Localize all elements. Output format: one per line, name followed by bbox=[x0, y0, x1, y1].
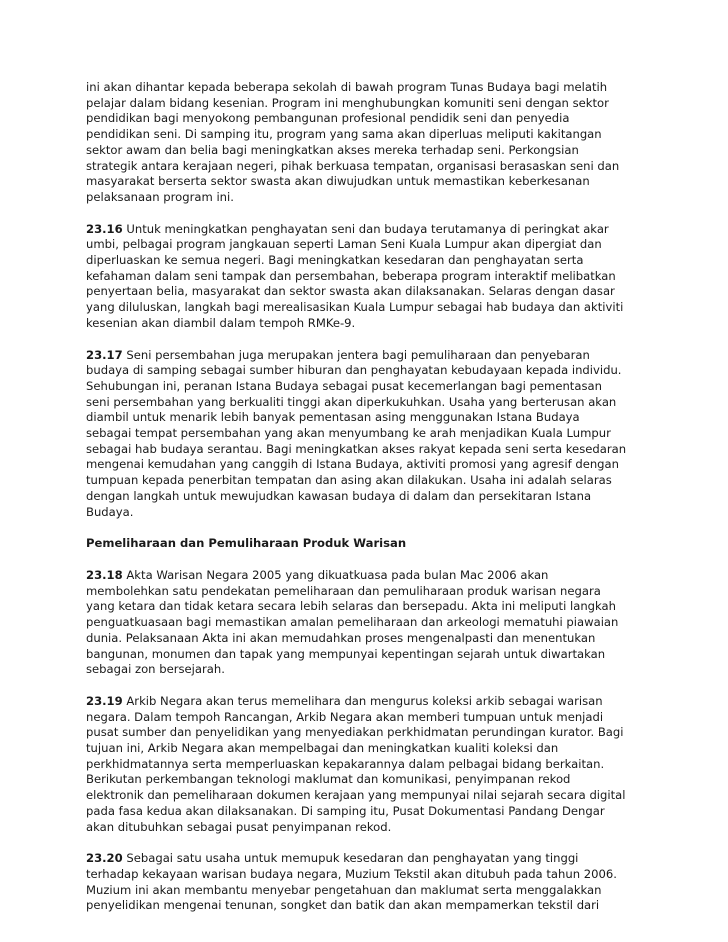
text-line: sebagai zon bersejarah. bbox=[86, 662, 225, 677]
paragraph-23-16 bbox=[86, 222, 646, 332]
text-line: akan ditubuhkan sebagai pusat penyimpanan rekod. bbox=[86, 819, 392, 834]
paragraph-number: 23.17 bbox=[86, 347, 123, 362]
text-line: penyelidikan mengenai tenunan, songket dan batik dan akan mempamerkan tekstil dari bbox=[86, 898, 600, 913]
text-line bbox=[86, 851, 646, 867]
paragraph-first-line: Seni persembahan juga merupakan jentera bagi pemuliharaan dan penyebaran bbox=[122, 347, 590, 362]
text-line bbox=[86, 568, 646, 584]
paragraph-intro bbox=[86, 80, 646, 206]
text-line: sektor awam dan belia bagi meningkatkan akses mereka terhadap seni. Perkongsian bbox=[86, 142, 579, 157]
paragraph-number: 23.18 bbox=[86, 567, 123, 582]
text-line: terhadap kekayaan warisan budaya negara, Muzium Tekstil akan ditubuh pada tahun 2006. bbox=[86, 866, 617, 881]
text-line: Sehubungan ini, peranan Istana Budaya sebagai pusat kecemerlangan bagi pementasan bbox=[86, 378, 602, 393]
text-line: dunia. Pelaksanaan Akta ini akan memudahkan proses mengenalpasti dan menentukan bbox=[86, 630, 596, 645]
text-line: pelaksanaan program ini. bbox=[86, 189, 234, 204]
paragraph-number: 23.16 bbox=[86, 221, 123, 236]
paragraph-number: 23.20 bbox=[86, 851, 123, 866]
text-line: pelajar dalam bidang kesenian. Program ini menghubungkan komuniti seni dengan sektor bbox=[86, 95, 609, 110]
text-line: pendidikan bagi menyokong pembangunan profesional pendidik seni dan penyedia bbox=[86, 111, 570, 126]
paragraph-first-line: Akta Warisan Negara 2005 yang dikuatkuasa pada bulan Mac 2006 akan bbox=[122, 567, 549, 582]
paragraph-first-line: Untuk meningkatkan penghayatan seni dan budaya terutamanya di peringkat akar bbox=[122, 221, 609, 236]
text-line: umbi, pelbagai program jangkauan seperti Laman Seni Kuala Lumpur akan dipergiat dan bbox=[86, 237, 602, 252]
text-line: pada fasa kedua akan dilaksanakan. Di samping itu, Pusat Dokumentasi Pandang Dengar bbox=[86, 803, 605, 818]
text-line: sebagai tempat persembahan yang akan menyumbang ke arah menjadikan Kuala Lumpur bbox=[86, 426, 611, 441]
text-line: dengan langkah untuk mewujudkan kawasan budaya di dalam dan persekitaran Istana bbox=[86, 488, 592, 503]
text-line: tumpuan kepada penerbitan tempatan dan asing akan dilakukan. Usaha ini adalah selaras bbox=[86, 473, 612, 488]
text-line: seni persembahan yang berkualiti tinggi akan diperkukuhkan. Usaha yang berterusan akan bbox=[86, 394, 617, 409]
text-line bbox=[86, 222, 646, 238]
paragraph-first-line: Arkib Negara akan terus memelihara dan mengurus koleksi arkib sebagai warisan bbox=[122, 693, 603, 708]
text-line bbox=[86, 348, 646, 364]
text-line: tujuan ini, Arkib Negara akan mempelbagai dan meningkatkan kualiti koleksi dan bbox=[86, 741, 559, 756]
text-line: masyarakat berserta sektor swasta akan diwujudkan untuk memastikan keberkesanan bbox=[86, 174, 590, 189]
document-page bbox=[86, 80, 646, 930]
text-line: bangunan, monumen dan tapak yang mempunyai kepentingan sejarah untuk diwartakan bbox=[86, 646, 606, 661]
text-line: kefahaman dalam seni tampak dan persembahan, beberapa program interaktif melibatkan bbox=[86, 268, 616, 283]
text-line: mengenai kemudahan yang canggih di Istana Budaya, aktiviti promosi yang agresif dengan bbox=[86, 457, 619, 472]
paragraph-23-20 bbox=[86, 851, 646, 914]
paragraph-23-19 bbox=[86, 694, 646, 835]
text-line: kesenian akan diambil dalam tempoh RMKe-9. bbox=[86, 315, 356, 330]
text-line: pusat sumber dan penyelidikan yang menyediakan perkhidmatan perundingan kurator. Bagi bbox=[86, 725, 624, 740]
text-line: sebagai hab budaya serantau. Bagi meningkatkan akses rakyat kepada seni serta kesedaran bbox=[86, 441, 627, 456]
text-line: elektronik dan pemeliharaan dokumen kerajaan yang mempunyai nilai sejarah secara digital bbox=[86, 788, 626, 803]
text-line: penyertaan belia, masyarakat dan sektor swasta akan dilaksanakan. Selaras dengan dasar bbox=[86, 284, 615, 299]
text-line: strategik antara kerajaan negeri, pihak berkuasa tempatan, organisasi berasaskan seni dan bbox=[86, 158, 620, 173]
paragraph-23-17 bbox=[86, 348, 646, 521]
text-line: budaya di samping sebagai sumber hiburan dan penghayatan kebudayaan kepada individu. bbox=[86, 363, 622, 378]
text-line: pendidikan seni. Di samping itu, program yang sama akan diperluas meliputi kakitangan bbox=[86, 127, 602, 142]
paragraph-23-18 bbox=[86, 568, 646, 678]
text-line: negara. Dalam tempoh Rancangan, Arkib Negara akan memberi tumpuan untuk menjadi bbox=[86, 709, 604, 724]
paragraph-number: 23.19 bbox=[86, 693, 123, 708]
text-line: ini akan dihantar kepada beberapa sekolah di bawah program Tunas Budaya bagi melatih bbox=[86, 80, 608, 94]
text-line: diambil untuk menarik lebih banyak pementasan asing menggunakan Istana Budaya bbox=[86, 410, 580, 425]
text-line: yang diluluskan, langkah bagi merealisasikan Kuala Lumpur sebagai hab budaya dan aktiviti bbox=[86, 300, 624, 315]
text-line: yang ketara dan tidak ketara secara lebih selaras dan bersepadu. Akta ini meliputi langkah bbox=[86, 599, 616, 614]
paragraph-first-line: Sebagai satu usaha untuk memupuk kesedaran dan penghayatan yang tinggi bbox=[122, 851, 579, 866]
section-heading: Pemeliharaan dan Pemuliharaan Produk Warisan bbox=[86, 536, 407, 551]
text-line: penguatkuasaan bagi memastikan amalan pemeliharaan dan arkeologi mematuhi piawaian bbox=[86, 615, 619, 630]
text-line: perkhidmatannya serta memperluaskan kepakarannya dalam pelbagai bidang berkaitan. bbox=[86, 756, 605, 771]
text-line bbox=[86, 694, 646, 710]
text-line: Budaya. bbox=[86, 504, 134, 519]
text-line: Muzium ini akan membantu menyebar pengetahuan dan maklumat serta menggalakkan bbox=[86, 882, 602, 897]
text-line: Berikutan perkembangan teknologi maklumat dan komunikasi, penyimpanan rekod bbox=[86, 772, 571, 787]
text-line: diperluaskan ke semua negeri. Bagi meningkatkan kesedaran dan penghayatan serta bbox=[86, 253, 584, 268]
text-line: membolehkan satu pendekatan pemeliharaan dan pemuliharaan produk warisan negara bbox=[86, 583, 601, 598]
